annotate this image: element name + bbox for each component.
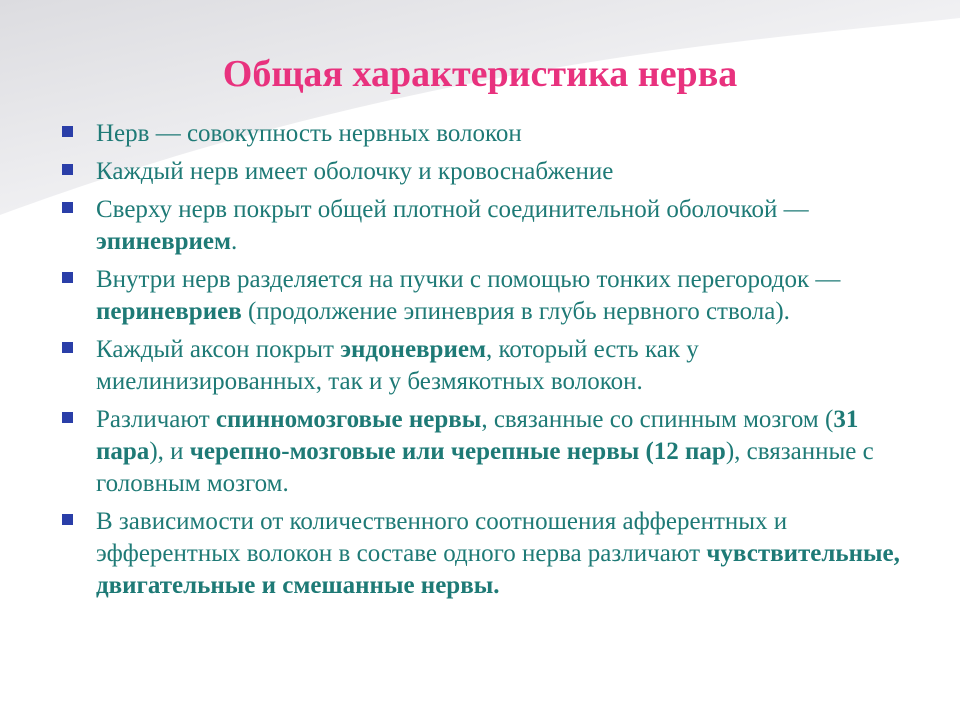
bold-term: эпиневрием bbox=[96, 228, 232, 255]
square-bullet-icon bbox=[62, 272, 73, 283]
bullet-text: В зависимости от количественного соотношения афферентных и эфферентных волокон в составе одного нерва различают bbox=[96, 508, 788, 567]
bullet-list bbox=[62, 118, 902, 608]
bullet-text: (продолжение эпиневрия в глубь нервного ствола). bbox=[241, 298, 790, 325]
bullet-item bbox=[62, 404, 902, 500]
bold-term: спинномозговые нервы bbox=[215, 406, 482, 433]
bold-term: эндоневрием bbox=[340, 336, 486, 363]
bullet-item bbox=[62, 156, 902, 188]
bold-term: черепно-мозговые или черепные нервы (12 пар bbox=[189, 438, 726, 465]
bold-term: 31 пара bbox=[96, 406, 859, 465]
slide-title: Общая характеристика нерва bbox=[222, 53, 738, 95]
square-bullet-icon bbox=[62, 202, 73, 213]
bold-term: чувствительные, двигательные и смешанные нервы. bbox=[96, 540, 900, 599]
bullet-item bbox=[62, 118, 902, 150]
bullet-text: ), и bbox=[149, 438, 190, 465]
bullet-text: . bbox=[231, 228, 238, 255]
bullet-text: Сверху нерв покрыт общей плотной соединительной оболочкой — bbox=[96, 196, 809, 223]
bullet-text: Нерв — совокупность нервных волокон bbox=[96, 120, 522, 147]
square-bullet-icon bbox=[62, 342, 73, 353]
bullet-item bbox=[62, 264, 902, 328]
bullet-item bbox=[62, 194, 902, 258]
square-bullet-icon bbox=[62, 514, 73, 525]
square-bullet-icon bbox=[62, 412, 73, 423]
bold-term: периневриев bbox=[96, 298, 242, 325]
bullet-text: , связанные со спинным мозгом ( bbox=[481, 406, 834, 433]
bullet-item bbox=[62, 506, 902, 602]
bullet-text: ), связанные с головным мозгом. bbox=[96, 438, 874, 497]
bullet-text: Каждый аксон покрыт bbox=[96, 336, 341, 363]
square-bullet-icon bbox=[62, 164, 73, 175]
bullet-item bbox=[62, 334, 902, 398]
bullet-text: , который есть как у миелинизированных, так и у безмякотных волокон. bbox=[96, 336, 699, 395]
square-bullet-icon bbox=[62, 126, 73, 137]
bullet-text: Внутри нерв разделяется на пучки с помощью тонких перегородок — bbox=[96, 266, 841, 293]
bullet-text: Различают bbox=[96, 406, 216, 433]
bullet-text: Каждый нерв имеет оболочку и кровоснабжение bbox=[96, 158, 614, 185]
